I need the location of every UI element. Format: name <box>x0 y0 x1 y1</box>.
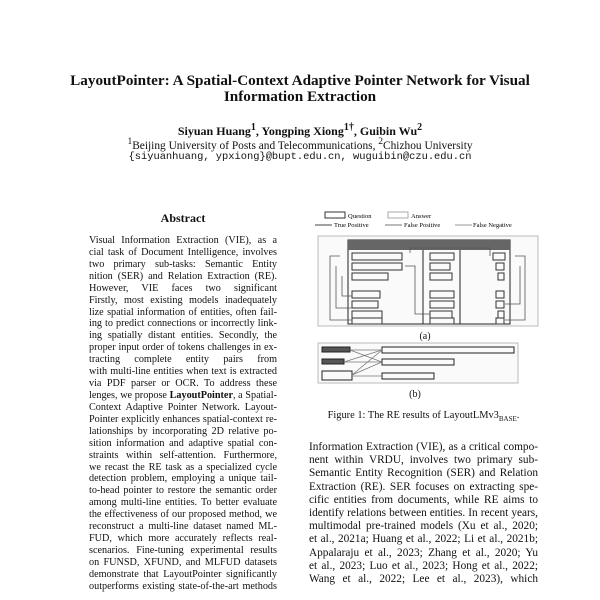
caption-end: . <box>516 410 520 421</box>
abstract-line: reconstruct a multi-line dataset named ML- <box>89 521 277 533</box>
body-line: nent within VRDU, involves two primary sub- <box>309 454 538 467</box>
author-sup: 1 <box>250 122 256 133</box>
abstract-line: sition information and adaptive spatial con- <box>89 437 277 449</box>
answer-legend-swatch <box>388 212 408 218</box>
abstract-line: detection problem, employing a unique tail- <box>89 473 277 485</box>
abstract-line: tracting complete entity pairs from <box>89 354 277 366</box>
affiliation-sup: 1 <box>127 137 133 147</box>
author-list: Siyuan Huang$^1$, Yongping Xiong$^{1\dagger}$, Guibin Wu$^2$ <box>177 122 423 138</box>
abstract-line: demonstrate that LayoutPointer significantly <box>89 568 277 580</box>
figure-panel-a <box>318 236 538 326</box>
abstract-line: Context Adaptive Pointer Network. Layout- <box>89 401 277 413</box>
body-line: Appalaraju et al., 2023; Zhang et al., 2020; Yu <box>309 546 538 559</box>
abstract-line: with multi-line entities when text is extracted <box>89 366 277 378</box>
abstract-body <box>89 235 277 593</box>
affiliation-sup: 2 <box>378 137 384 147</box>
abstract-line: Visual Information Extraction (VIE), as a <box>89 235 277 246</box>
abstract-line: the effectiveness of our proposed method, we <box>89 509 277 521</box>
abstract-text: lenges, we propose <box>89 389 170 401</box>
legend-true-positive: True Positive <box>334 222 369 229</box>
question-legend-swatch <box>325 212 345 218</box>
abstract-line: Pointer explicitly enhances spatial-context re- <box>89 413 277 425</box>
affiliation-2: Chizhou University <box>383 139 473 152</box>
body-line: identify relations between entities. In recent years, <box>309 506 538 519</box>
caption-text: Figure 1: The RE results of LayoutLMv3 <box>327 410 499 421</box>
abstract-line: two primary sub-tasks: Semantic Entity <box>89 258 277 270</box>
body-line: et al., 2021a; Huang et al., 2022; Li et al., 2021b; <box>309 533 538 546</box>
body-line: Extraction (RE). SER focuses on extracting spe- <box>309 480 538 493</box>
abstract-heading: Abstract <box>160 211 206 225</box>
method-name: LayoutPointer <box>169 389 233 401</box>
legend-question: Question <box>348 213 372 220</box>
affiliation-1: Beijing University of Posts and Telecommunications, <box>132 139 379 152</box>
paper-title-line-2: Information Extraction <box>223 88 377 105</box>
figure-label-a: (a) <box>419 331 431 342</box>
figure-caption <box>309 410 538 423</box>
abstract-line: via PDF parser or OCR. To address these <box>89 378 277 390</box>
body-line: Wang et al., 2022; Lee et al., 2023), which <box>309 572 538 585</box>
author-name: Yongping Xiong <box>261 124 344 138</box>
abstract-line: lize spatial information of entities, often fail- <box>89 306 277 318</box>
abstract-line: to-head pointer to restore the semantic order <box>89 485 277 497</box>
body-line: multimodal pre-trained models (Xu et al., 2020; <box>309 520 538 533</box>
author-sup: 2 <box>417 122 423 133</box>
figure-label-b: (b) <box>409 389 421 400</box>
legend-false-negative: False Negative <box>473 222 512 229</box>
body-line: Information Extraction (VIE), as a critical compo- <box>309 441 538 453</box>
abstract-line: Firstly, most existing models inadequately <box>89 294 277 306</box>
abstract-line: we recast the RE task as a specialized cycle <box>89 461 277 473</box>
abstract-line: nition (SER) and Relation Extraction (RE). <box>89 270 277 282</box>
author-name: Siyuan Huang <box>177 124 251 138</box>
body-line: cific entities from documents, while RE aims to <box>309 493 538 506</box>
legend-false-positive: False Positive <box>404 222 441 229</box>
abstract-line: lationships by incorporating 2D relative po- <box>89 425 277 437</box>
figure-legend <box>315 212 512 229</box>
abstract-line: outperforms existing state-of-the-art methods <box>89 580 277 592</box>
body-line: et al., 2023; Luo et al., 2023; Hong et al., 2022; <box>309 559 538 572</box>
figure-panel-b <box>318 343 518 383</box>
paper-title-line-1: LayoutPointer: A Spatial-Context Adaptive Pointer Network for Visual <box>70 72 530 89</box>
abstract-line: among multi-line entities. To better evaluate <box>89 497 277 509</box>
author-emails: {siyuanhuang, ypxiong}@bupt.edu.cn, wuguibin@czu.edu.cn <box>128 151 472 163</box>
intro-body <box>309 441 538 586</box>
abstract-line: FUD, which more accurately reflects real- <box>89 533 277 545</box>
abstract-line: However, VIE faces two significant <box>89 282 277 294</box>
figure-1 <box>310 208 542 408</box>
abstract-line: proper input order of tokens challenges in ex- <box>89 342 277 354</box>
abstract-line: ing to predict connections or incorrectly link- <box>89 318 277 330</box>
affiliations <box>0 137 600 152</box>
caption-subscript: BASE <box>498 415 517 424</box>
abstract-line <box>89 390 277 402</box>
abstract-line: straints within self-attention. Furthermore, <box>89 449 277 461</box>
abstract-line: on FUNSD, XFUND, and MLFUD datasets <box>89 556 277 568</box>
abstract-line: cial task of Document Intelligence, involves <box>89 246 277 258</box>
legend-answer: Answer <box>411 213 432 220</box>
abstract-line: scenarios. Fine-tuning experimental results <box>89 544 277 556</box>
author-name: Guibin Wu <box>359 124 418 138</box>
abstract-line: ing spatially distant entities. Secondly, the <box>89 330 277 342</box>
author-sup: 1† <box>343 122 354 133</box>
abstract-text: , a Spatial- <box>232 389 277 401</box>
body-line: Semantic Entity Recognition (SER) and Relation <box>309 467 538 480</box>
